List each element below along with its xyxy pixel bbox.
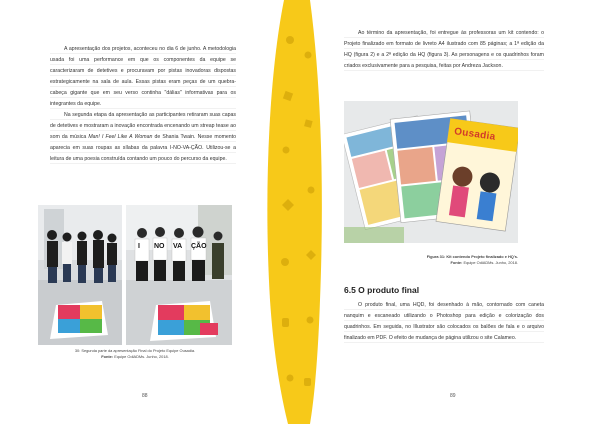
right-page <box>300 0 600 424</box>
left-paragraph-1: A apresentação dos projetos, aconteceu no dia 6 de junho. A metodologia usada foi uma performance em que os componentes da equipe se caracterizaram de detetives e procuravam por pistas inovadoras dispostas estrategicamente na sala de aula. Essas pistas eram peças de um quebra-cabeça gigante que em seu verso continha "dálias" informativas para os integrantes da equipe. <box>50 44 236 110</box>
shirt-letter-3: VA <box>173 243 183 250</box>
shirt-letter-4: ÇÃO <box>191 243 207 250</box>
left-page-number: 88 <box>142 393 148 399</box>
right-caption-fonte-text: Equipe OdiADMs. Junho, 2018. <box>463 259 518 265</box>
right-paragraph-2: O produto final, uma HQD, foi desenhado à mão, contornado com caneta nanquim e escaneado utilizando o Photoshop para edição e colorização dos quadrinhos. Em seguida, no Illustrator são colocados os balões de fala e o arquivo finalizado em PDF. O efeito de mudança de página utilizou o site Calameo. <box>344 300 544 344</box>
left-edge-decoration <box>262 0 300 424</box>
left-paragraph-2-end: de Shania Twain. Nesse momento aparecia em suas roupas as sílabas da palavra I-NO-VA-ÇÃO. Utilizou-se a leitura de uma poesia construída contando um pouco do percurso da equipe. <box>50 134 237 162</box>
right-caption-fonte-label: Fonte: <box>450 259 463 265</box>
song-title: Man! I Feel Like A Woman <box>88 134 153 140</box>
left-caption-fonte-text: Equipe OdiADMs. Junho, 2018. <box>114 353 169 359</box>
right-inner-decoration <box>300 0 328 424</box>
shirt-letter-2: NO <box>154 243 165 250</box>
left-caption-title: 30: Segunda parte da apresentação Final do Projeto Equipe Ousadia. <box>74 348 196 353</box>
section-heading: 6.5 O produto final <box>344 285 420 295</box>
left-paragraph-2-start: Na segunda etapa da apresentação as participantes retiraram suas capas de detetives e mostraram a inovação encontrada encenando um streap tease ao som da música <box>50 112 236 140</box>
left-figure-caption <box>38 348 232 359</box>
kit-photo-art <box>344 101 518 243</box>
comic-cover-title: Ousadia <box>453 126 497 143</box>
right-page-number: 89 <box>450 393 456 399</box>
left-caption-fonte-label: Fonte: <box>101 353 114 359</box>
left-paragraph-2 <box>50 110 236 165</box>
shirt-letter-1: I <box>138 243 140 250</box>
presentation-photo <box>38 205 232 345</box>
right-caption-title: Figura 31: Kit contendo Projeto finalizado e HQ's. <box>426 254 518 259</box>
presentation-photo-art <box>38 205 232 345</box>
kit-photo <box>344 101 518 243</box>
right-figure-caption <box>344 254 518 265</box>
right-paragraph-1: Ao término da apresentação, foi entregue às professoras um kit contendo: o Projeto finalizado em formato de livreto A4 ilustrado com 85 páginas; a 1ª edição da HQ (figura 2) e a 2ª edição da HQ (figura 3). As personagens e os quadrinhos foram criados exclusivamente para a pesquisa, feitas por Andreza Jackson. <box>344 28 544 72</box>
